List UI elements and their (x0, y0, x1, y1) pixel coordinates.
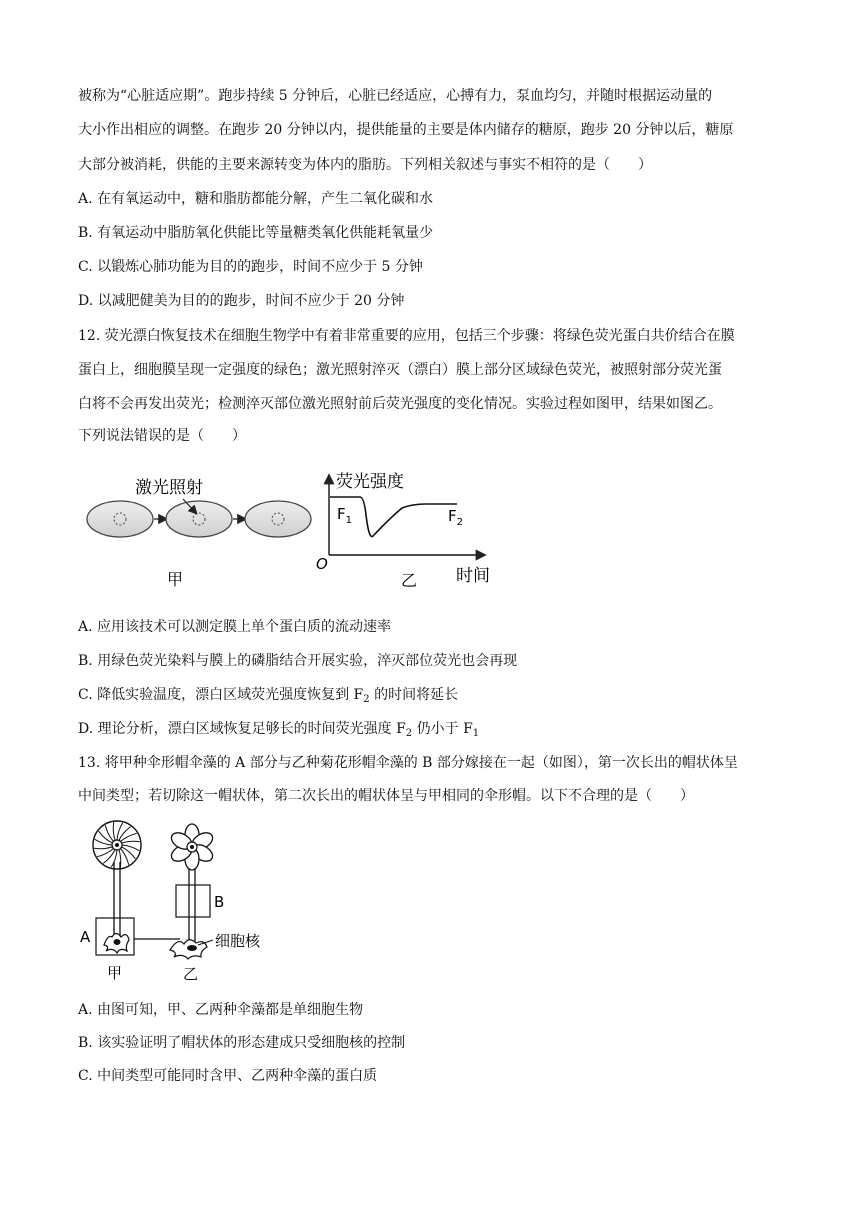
q11-option-a: A. 在有氧运动中，糖和脂肪都能分解，产生二氧化碳和水 (78, 191, 434, 207)
nucleus-jia (114, 939, 121, 945)
origin-label: O (316, 555, 328, 573)
q12-option-a: A. 应用该技术可以测定膜上单个蛋白质的流动速率 (78, 619, 392, 635)
q11-option-d: D. 以减肥健美为目的的跑步，时间不应少于 20 分钟 (78, 293, 405, 309)
q11-line-3: 大部分被消耗，供能的主要来源转变为体内的脂肪。下列相关叙述与事实不相符的是（ ） (78, 157, 652, 173)
label-jia-13: 甲 (107, 964, 123, 982)
alga-yi (169, 824, 261, 983)
label-yi-13: 乙 (183, 965, 199, 983)
q12-option-b: B. 用绿色荧光染料与膜上的磷脂结合开展实验，淬灭部位荧光也会再现 (78, 653, 518, 669)
f1-label: $F_1$ (337, 505, 353, 526)
label-yi: 乙 (401, 571, 418, 590)
q13-line-2: 中间类型；若切除这一帽状体，第二次长出的帽状体呈与甲相同的伞形帽。以下不合理的是（ ） (78, 788, 694, 804)
daisy-dot (190, 845, 194, 849)
q11-line-1: 被称为“心脏适应期”。跑步持续 5 分钟后，心脏已经适应，心搏有力，泵血均匀，并随时根据运动量的 (78, 88, 713, 104)
q11-option-b: B. 有氧运动中脂肪氧化供能比等量糖类氧化供能耗氧量少 (78, 225, 434, 241)
umbrella-dot (115, 843, 119, 847)
label-b: B (214, 893, 225, 911)
umbrella-cap (93, 821, 141, 869)
alga-jia (80, 821, 141, 982)
q13-option-b: B. 该实验证明了帽状体的形态建成只受细胞核的控制 (78, 1035, 406, 1051)
q12-option-c: C. 降低实验温度，漂白区域荧光强度恢复到 $F_2$ 的时间将延长 (78, 687, 459, 705)
daisy-cap (169, 824, 216, 870)
f2-label: $F_2$ (448, 507, 464, 528)
box-b (176, 885, 210, 917)
q13-line-1: 13. 将甲种伞形帽伞藻的 A 部分与乙种菊花形帽伞藻的 B 部分嫁接在一起（如图），第一次长出的帽状体呈 (78, 755, 738, 771)
q13-option-a: A. 由图可知，甲、乙两种伞藻都是单细胞生物 (78, 1002, 364, 1018)
nucleus-yi (187, 945, 197, 951)
q11-option-c: C. 以锻炼心肺功能为目的的跑步，时间不应少于 5 分钟 (78, 259, 423, 275)
q12-option-d: D. 理论分析，漂白区域恢复足够长的时间荧光强度 $F_2$ 仍小于 $F_1$ (78, 721, 480, 739)
x-axis-label: 时间 (456, 566, 490, 586)
y-axis-label: 荧光强度 (336, 472, 404, 492)
q12-line-1: 12. 荧光漂白恢复技术在细胞生物学中有着非常重要的应用，包括三个步骤：将绿色荧光蛋白共价结合在膜 (78, 328, 735, 344)
nucleus-label: 细胞核 (215, 932, 261, 950)
q13-option-c: C. 中间类型可能同时含甲、乙两种伞藻的蛋白质 (78, 1068, 378, 1084)
laser-label: 激光照射 (135, 478, 203, 498)
q11-line-2: 大小作出相应的调整。在跑步 20 分钟以内，提供能量的主要是体内储存的糖原，跑步 20 分钟以后，糖原 (78, 122, 734, 138)
q12-line-2: 蛋白上，细胞膜呈现一定强度的绿色；激光照射淬灭（漂白）膜上部分区域绿色荧光，被照射部分荧光蛋 (78, 362, 722, 378)
q12-line-4: 下列说法错误的是（ ） (78, 428, 246, 444)
q12-line-3: 白将不会再发出荧光；检测淬灭部位激光照射前后荧光强度的变化情况。实验过程如图甲，结果如图乙。 (78, 396, 722, 412)
label-a: A (80, 928, 91, 946)
label-jia: 甲 (167, 570, 184, 589)
